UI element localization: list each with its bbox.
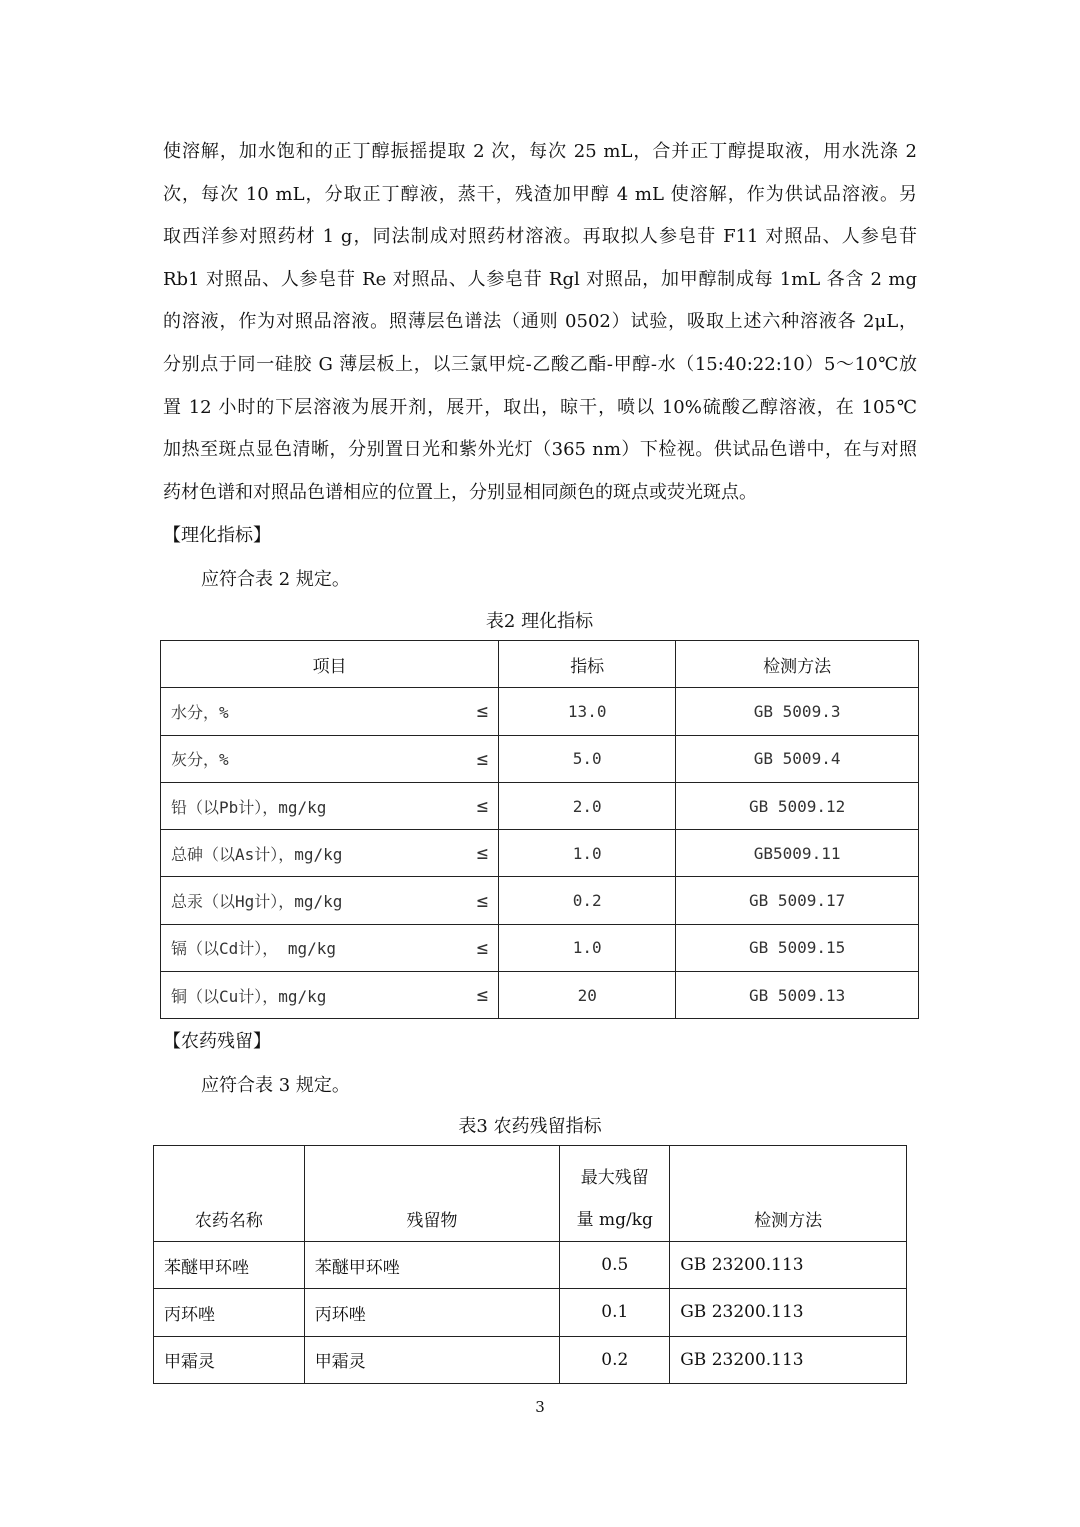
less-equal-sign: ≤ — [476, 842, 489, 865]
header-residue: 残留物 — [304, 1146, 560, 1242]
table3-caption: 表3 农药残留指标 — [458, 1116, 602, 1137]
row-residue: 苯醚甲环唑 — [304, 1242, 560, 1289]
header-method: 检测方法 — [676, 641, 919, 688]
row-method: GB 5009.3 — [676, 688, 919, 735]
row-value: 5.0 — [499, 735, 676, 782]
table-row — [154, 1242, 907, 1289]
less-equal-sign: ≤ — [476, 747, 489, 770]
row-residue: 丙环唑 — [304, 1289, 560, 1336]
row-item: 灰分，% ≤ — [161, 735, 499, 782]
row-max-residue: 0.2 — [560, 1336, 670, 1383]
paragraph-line: 分别点于同一硅胶 G 薄层板上，以三氯甲烷-乙酸乙酯-甲醇-水（15:40:22:10）5～10℃放 — [163, 353, 917, 375]
row-value: 2.0 — [499, 782, 676, 829]
row-value: 20 — [499, 972, 676, 1019]
row-item: 铅（以Pb计），mg/kg ≤ — [161, 782, 499, 829]
identification-paragraph — [163, 131, 917, 514]
row-residue: 甲霜灵 — [304, 1336, 560, 1383]
header-max-residue: 最大残留 量 mg/kg — [560, 1146, 670, 1242]
less-equal-sign: ≤ — [476, 936, 489, 959]
table-row — [161, 688, 919, 735]
row-item: 镉（以Cd计）， mg/kg ≤ — [161, 924, 499, 971]
row-item: 总砷（以As计），mg/kg ≤ — [161, 830, 499, 877]
paragraph-line: 的溶液，作为对照品溶液。照薄层色谱法（通则 0502）试验，吸取上述六种溶液各 2μL， — [163, 311, 917, 333]
pesticide-table — [153, 1145, 907, 1384]
header-limit: 指标 — [499, 641, 676, 688]
less-equal-sign: ≤ — [476, 795, 489, 818]
paragraph-line: 置 12 小时的下层溶液为展开剂，展开，取出，晾干，喷以 10%硫酸乙醇溶液，在 105℃ — [163, 396, 917, 418]
row-item: 水分，% ≤ — [161, 688, 499, 735]
row-value: 1.0 — [499, 830, 676, 877]
row-method: GB 5009.13 — [676, 972, 919, 1019]
less-equal-sign: ≤ — [476, 889, 489, 912]
row-value: 0.2 — [499, 877, 676, 924]
header-pesticide-name: 农药名称 — [154, 1146, 305, 1242]
table-row — [161, 972, 919, 1019]
paragraph-line: 使溶解，加水饱和的正丁醇振摇提取 2 次，每次 25 mL，合并正丁醇提取液，用水洗涤 2 — [163, 141, 917, 162]
row-method: GB 5009.15 — [676, 924, 919, 971]
row-max-residue: 0.1 — [560, 1289, 670, 1336]
row-method: GB5009.11 — [676, 830, 919, 877]
row-pesticide-name: 甲霜灵 — [154, 1336, 305, 1383]
row-method: GB 5009.12 — [676, 782, 919, 829]
row-method: GB 23200.113 — [670, 1289, 907, 1336]
header-method: 检测方法 — [670, 1146, 907, 1242]
table-header-row — [154, 1146, 907, 1242]
table-row — [161, 782, 919, 829]
table-row — [154, 1336, 907, 1383]
less-equal-sign: ≤ — [476, 984, 489, 1007]
less-equal-sign: ≤ — [476, 700, 489, 723]
physchem-note: 应符合表 2 规定。 — [201, 569, 350, 590]
row-value: 13.0 — [499, 688, 676, 735]
row-pesticide-name: 苯醚甲环唑 — [154, 1242, 305, 1289]
pesticide-heading: 【农药残留】 — [163, 1031, 271, 1052]
table2-caption: 表2 理化指标 — [485, 611, 594, 632]
row-pesticide-name: 丙环唑 — [154, 1289, 305, 1336]
row-method: GB 23200.113 — [670, 1336, 907, 1383]
physchem-heading: 【理化指标】 — [163, 525, 271, 546]
header-item: 项目 — [161, 641, 499, 688]
row-method: GB 5009.17 — [676, 877, 919, 924]
paragraph-line: 药材色谱和对照品色谱相应的位置上，分别显相同颜色的斑点或荧光斑点。 — [163, 481, 757, 503]
table-row — [161, 924, 919, 971]
paragraph-line: 次，每次 10 mL，分取正丁醇液，蒸干，残渣加甲醇 4 mL 使溶解，作为供试品溶液。另 — [163, 183, 917, 205]
row-item: 总汞（以Hg计），mg/kg ≤ — [161, 877, 499, 924]
physchem-table — [160, 640, 919, 1019]
paragraph-line: Rb1 对照品、人参皂苷 Re 对照品、人参皂苷 Rgl 对照品，加甲醇制成每 1mL 各含 2 mg — [163, 268, 917, 290]
table-row — [154, 1289, 907, 1336]
paragraph-line: 取西洋参对照药材 1 g，同法制成对照药材溶液。再取拟人参皂苷 F11 对照品、人参皂苷 — [163, 226, 917, 248]
row-value: 1.0 — [499, 924, 676, 971]
row-max-residue: 0.5 — [560, 1242, 670, 1289]
paragraph-line: 加热至斑点显色清晰，分别置日光和紫外光灯（365 nm）下检视。供试品色谱中，在与对照 — [163, 439, 917, 461]
row-item: 铜（以Cu计），mg/kg ≤ — [161, 972, 499, 1019]
row-method: GB 5009.4 — [676, 735, 919, 782]
page-number: 3 — [535, 1398, 545, 1416]
table-row — [161, 877, 919, 924]
table-header-row — [161, 641, 919, 688]
row-method: GB 23200.113 — [670, 1242, 907, 1289]
table-row — [161, 830, 919, 877]
pesticide-note: 应符合表 3 规定。 — [201, 1075, 350, 1096]
table-row — [161, 735, 919, 782]
